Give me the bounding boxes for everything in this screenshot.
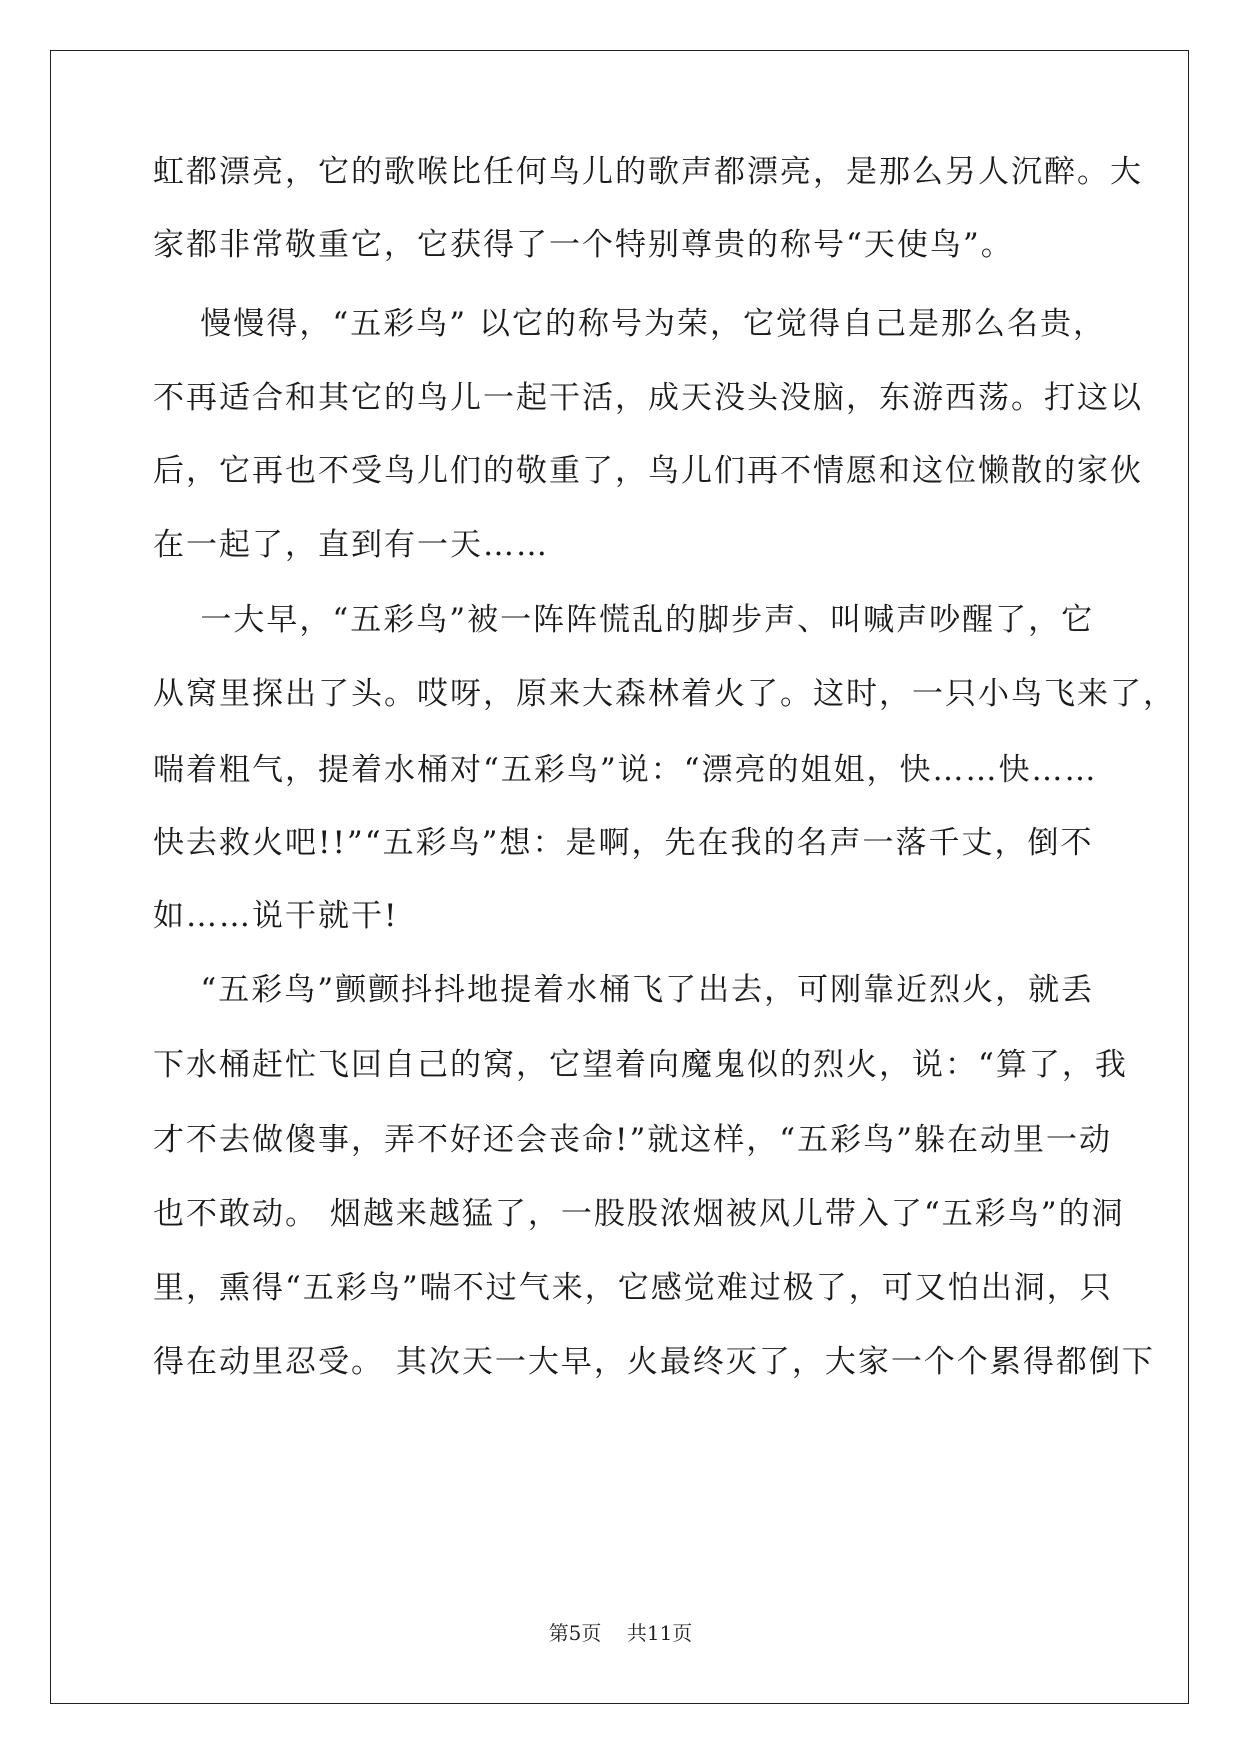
text-line: “五彩鸟”颤颤抖抖地提着水桶飞了出去，可刚靠近烈火，就丢 (153, 972, 1095, 1008)
text-line: 下水桶赶忙飞回自己的窝，它望着向魔鬼似的烈火，说：“算了，我 (153, 1047, 1128, 1083)
text-line: 才不去做傻事，弄不好还会丧命!”就这样，“五彩鸟”躲在动里一动 (153, 1122, 1112, 1158)
text-line: 喘着粗气，提着水桶对“五彩鸟”说：“漂亮的姐姐，快……快…… (153, 752, 1098, 788)
text-line: 一大早，“五彩鸟”被一阵阵慌乱的脚步声、叫喊声吵醒了，它 (153, 602, 1095, 638)
text-line: 也不敢动。 烟越来越猛了，一股股浓烟被风儿带入了“五彩鸟”的洞 (153, 1196, 1125, 1232)
text-line: 如……说干就干! (153, 898, 399, 934)
text-line: 慢慢得，“五彩鸟” 以它的称号为荣，它觉得自己是那么名贵， (153, 306, 1106, 342)
text-line: 在一起了，直到有一天…… (153, 527, 549, 563)
text-line: 家都非常敬重它，它获得了一个特别尊贵的称号“天使鸟”。 (153, 227, 1014, 263)
page-border (50, 50, 1189, 1704)
text-line: 不再适合和其它的鸟儿一起干活，成天没头没脑，东游西荡。打这以 (153, 380, 1143, 416)
page-number-footer: 第5页 共11页 (548, 1621, 693, 1645)
text-line: 从窝里探出了头。哎呀，原来大森林着火了。这时，一只小鸟飞来了， (153, 676, 1176, 712)
text-line: 得在动里忍受。 其次天一大早，火最终灭了，大家一个个累得都倒下 (153, 1344, 1155, 1380)
text-line: 里，熏得“五彩鸟”喘不过气来，它感觉难过极了，可又怕出洞，只 (153, 1270, 1113, 1306)
text-line: 后，它再也不受鸟儿们的敬重了，鸟儿们再不情愿和这位懒散的家伙 (153, 453, 1143, 489)
text-line: 快去救火吧!!”“五彩鸟”想：是啊，先在我的名声一落千丈，倒不 (153, 825, 1094, 861)
text-line: 虹都漂亮，它的歌喉比任何鸟儿的歌声都漂亮，是那么另人沉醉。大 (153, 154, 1143, 190)
